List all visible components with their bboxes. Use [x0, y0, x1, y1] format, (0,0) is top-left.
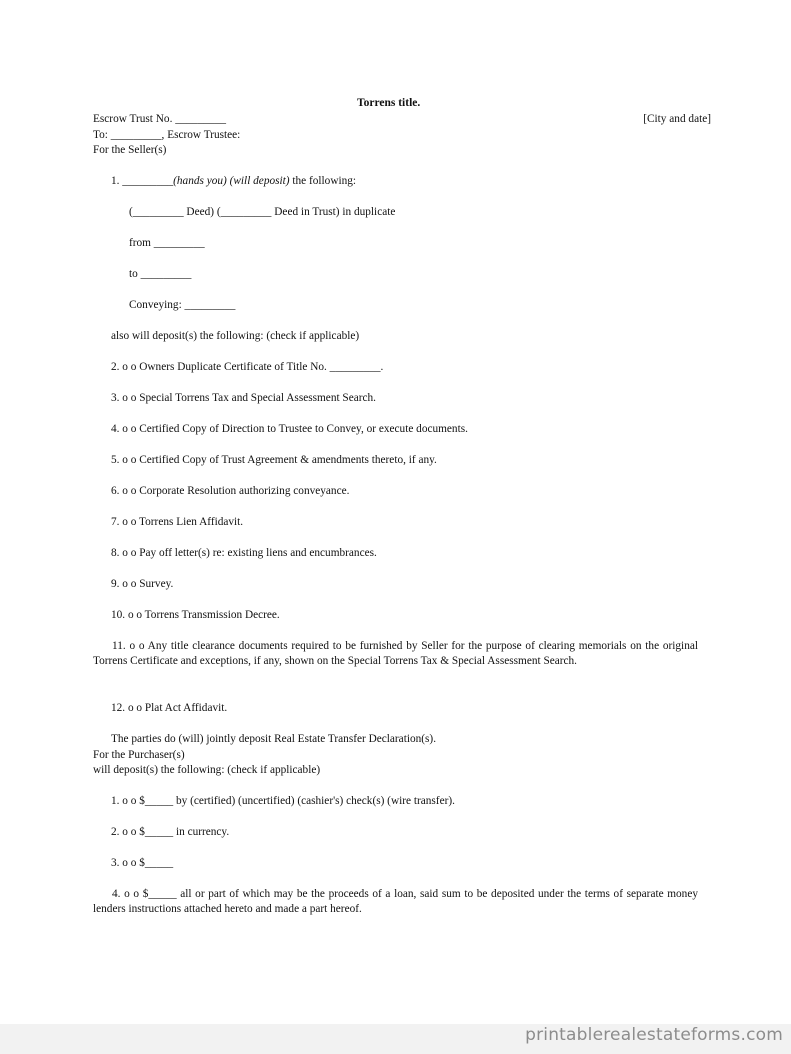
seller-item-7: 7. o o Torrens Lien Affidavit.	[111, 516, 244, 528]
document-title: Torrens title.	[357, 97, 421, 109]
seller-item-11	[93, 639, 698, 669]
seller-item-5: 5. o o Certified Copy of Trust Agreement & amendments thereto, if any.	[111, 454, 437, 466]
escrow-trust-line: Escrow Trust No. _________	[93, 113, 227, 125]
seller-item-8: 8. o o Pay off letter(s) re: existing liens and encumbrances.	[111, 547, 377, 559]
seller-item-10: 10. o o Torrens Transmission Decree.	[111, 609, 280, 621]
to-trustee-line: To: _________, Escrow Trustee:	[93, 129, 241, 141]
seller-item-1-tail: the following:	[289, 175, 357, 187]
joint-deposit-line: The parties do (will) jointly deposit Real Estate Transfer Declaration(s).	[111, 733, 437, 745]
also-deposit-line: also will deposit(s) the following: (check if applicable)	[111, 330, 360, 342]
seller-item-1-options: (hands you) (will deposit)	[173, 175, 290, 187]
seller-item-1	[111, 174, 356, 189]
site-watermark: printablerealestateforms.com	[525, 1025, 783, 1045]
from-line: from _________	[129, 237, 205, 249]
for-seller-heading: For the Seller(s)	[93, 144, 167, 156]
seller-item-4: 4. o o Certified Copy of Direction to Trustee to Convey, or execute documents.	[111, 423, 468, 435]
purchaser-item-2: 2. o o $_____ in currency.	[111, 826, 230, 838]
seller-item-11-text: 11. o o Any title clearance documents required to be furnished by Seller for the purpose of clearing memorials on the original Torrens Certificate and exceptions, if any, shown on the Special Torrens Tax & Special Assessment Search.	[93, 640, 698, 667]
city-date-line: [City and date]	[643, 113, 711, 125]
seller-item-2: 2. o o Owners Duplicate Certificate of Title No. _________.	[111, 361, 384, 373]
conveying-line: Conveying: _________	[129, 299, 236, 311]
purchaser-item-3: 3. o o $_____	[111, 857, 174, 869]
purchaser-item-1: 1. o o $_____ by (certified) (uncertified) (cashier's) check(s) (wire transfer).	[111, 795, 455, 807]
deed-line: (_________ Deed) (_________ Deed in Trust) in duplicate	[129, 206, 396, 218]
seller-item-6: 6. o o Corporate Resolution authorizing conveyance.	[111, 485, 350, 497]
seller-item-3: 3. o o Special Torrens Tax and Special Assessment Search.	[111, 392, 376, 404]
seller-item-12: 12. o o Plat Act Affidavit.	[111, 702, 228, 714]
for-purchaser-heading: For the Purchaser(s)	[93, 749, 185, 761]
to-line: to _________	[129, 268, 192, 280]
purchaser-item-4	[93, 887, 698, 917]
purchaser-item-4-text: 4. o o $_____ all or part of which may be the proceeds of a loan, said sum to be deposited under the terms of separate money lenders instructions attached hereto and made a part hereof.	[93, 888, 698, 915]
footer-bar	[0, 1024, 791, 1054]
seller-item-9: 9. o o Survey.	[111, 578, 174, 590]
purchaser-will-deposit-line: will deposit(s) the following: (check if applicable)	[93, 764, 321, 776]
seller-item-1-number: 1. _________	[111, 175, 174, 187]
